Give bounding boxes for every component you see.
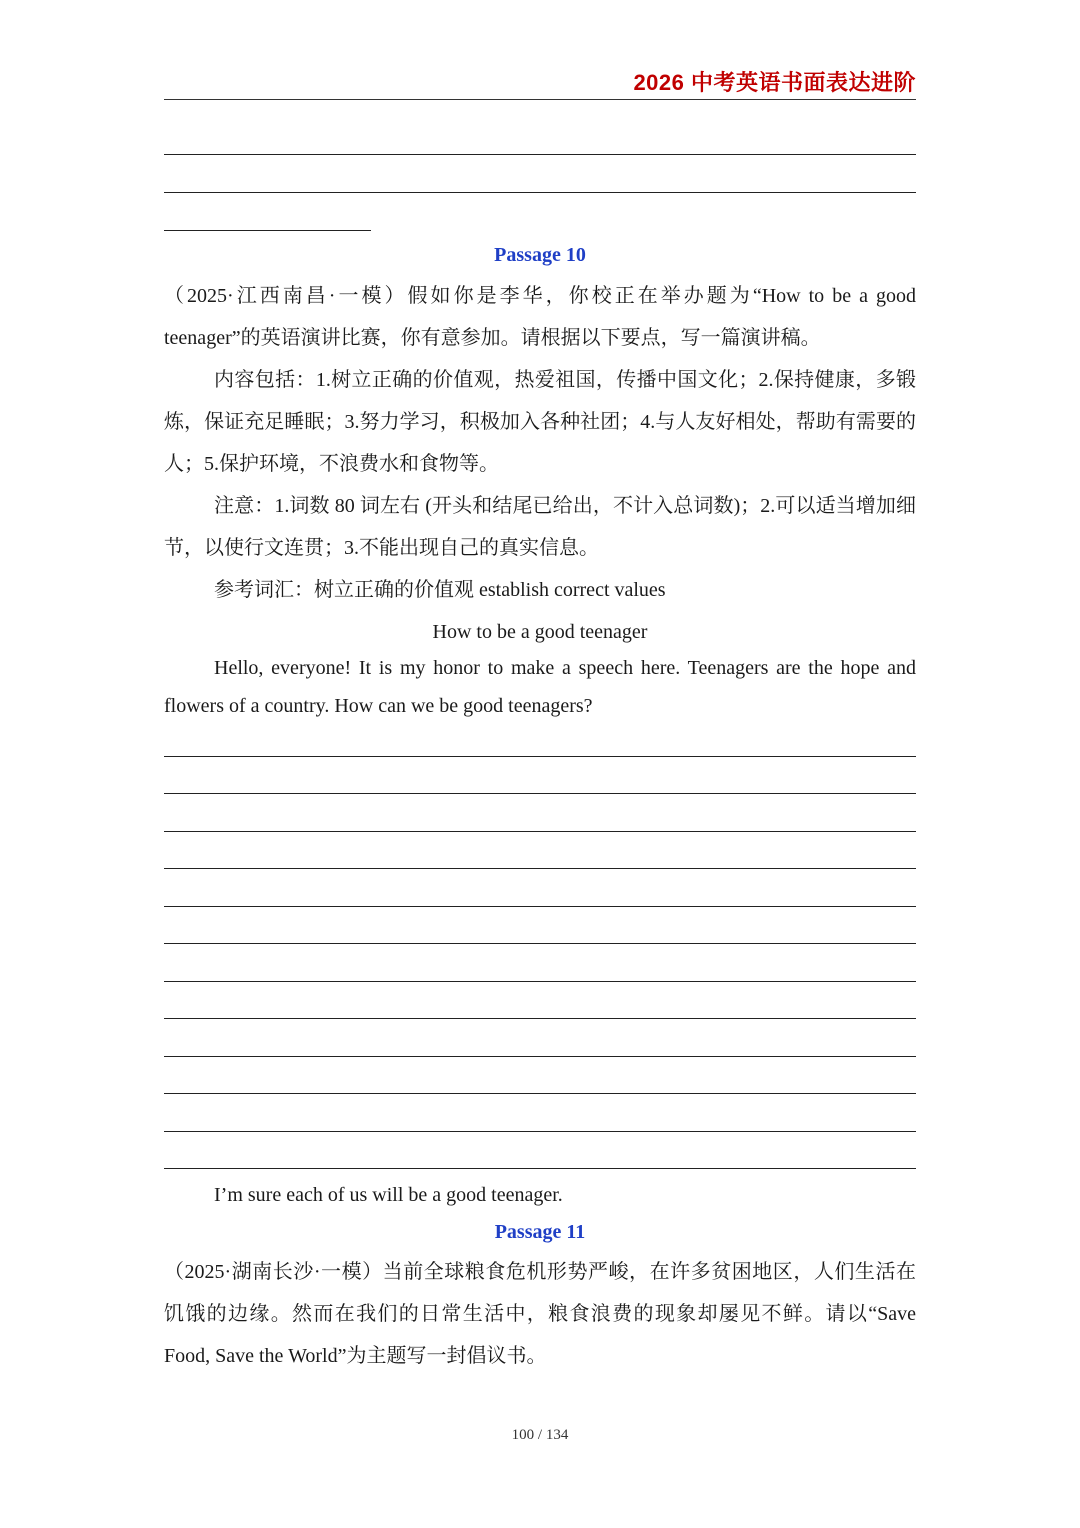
passage-10-notes: 注意：1.词数 80 词左右 (开头和结尾已给出，不计入总词数)；2.可以适当增加细节，以使行文连贯；3.不能出现自己的真实信息。: [164, 495, 916, 559]
answer-line: [164, 831, 916, 832]
essay-closing: I’m sure each of us will be a good teenager.: [214, 1184, 563, 1206]
header-title: 2026 中考英语书面表达进阶: [633, 70, 916, 95]
essay-title: How to be a good teenager: [432, 621, 648, 643]
answer-line: [164, 943, 916, 944]
answer-line: [164, 1131, 916, 1132]
answer-line: [164, 906, 916, 907]
passage-10-prompt: （2025·江西南昌·一模）假如你是李华，你校正在举办题为“How to be a good teenager”的英语演讲比赛，你有意参加。请根据以下要点，写一篇演讲稿。: [164, 285, 916, 349]
passage-10-title: Passage 10: [494, 244, 586, 266]
passage-11-prompt: （2025·湖南长沙·一模）当前全球粮食危机形势严峻，在许多贫困地区，人们生活在饥饿的边缘。然而在我们的日常生活中，粮食浪费的现象却屡见不鲜。请以“Save Food, Save the World”为主题写一封倡议书。: [164, 1261, 916, 1367]
answer-line: [164, 981, 916, 982]
answer-line: [164, 756, 916, 757]
writing-line: [164, 154, 916, 155]
answer-line: [164, 868, 916, 869]
answer-line: [164, 793, 916, 794]
passage-11-title: Passage 11: [494, 1221, 586, 1243]
header-divider: [164, 99, 916, 100]
answer-line: [164, 1056, 916, 1057]
essay-opening: Hello, everyone! It is my honor to make a speech here. Teenagers are the hope and flowers of a country. How can we be good teenagers?: [164, 657, 916, 717]
writing-line: [164, 230, 371, 231]
answer-line: [164, 1168, 916, 1169]
answer-line: [164, 1018, 916, 1019]
passage-10-content-points: 内容包括：1.树立正确的价值观，热爱祖国，传播中国文化；2.保持健康，多锻炼，保证充足睡眠；3.努力学习，积极加入各种社团；4.与人友好相处，帮助有需要的人；5.保护环境，不浪费水和食物等。: [164, 369, 916, 475]
passage-10-vocabulary: 参考词汇：树立正确的价值观 establish correct values: [214, 579, 666, 601]
writing-line: [164, 192, 916, 193]
answer-line: [164, 1093, 916, 1094]
page-number: 100 / 134: [511, 1427, 569, 1443]
